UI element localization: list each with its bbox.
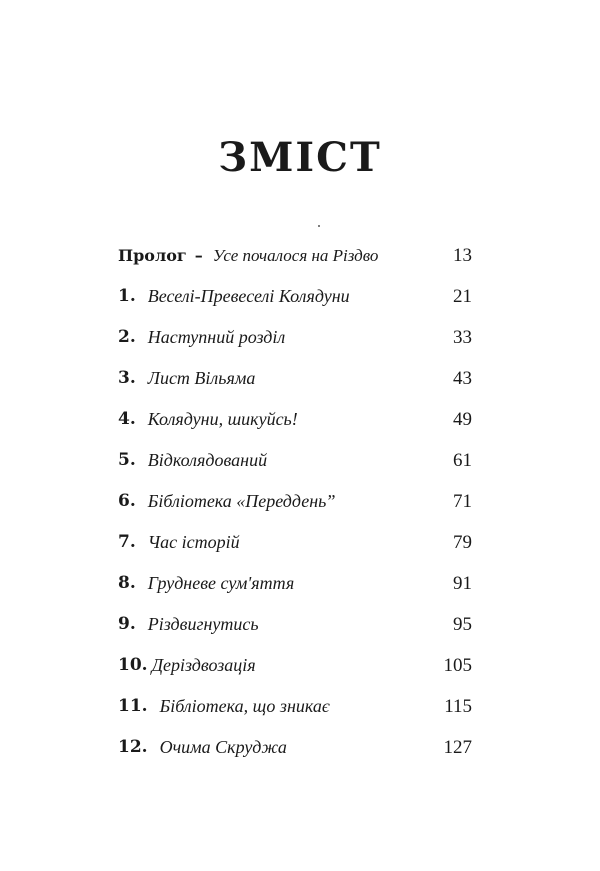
- chapter-number: 6.: [118, 491, 136, 511]
- chapter-title: Веселі-Превеселі Колядуни: [147, 286, 350, 306]
- chapter-title: Час історій: [147, 532, 240, 552]
- toc-row[interactable]: [118, 358, 472, 399]
- chapter-page-number: 95: [453, 614, 472, 635]
- chapter-title: Лист Вільяма: [147, 368, 256, 388]
- chapter-title: Різдвигнутись: [147, 614, 259, 634]
- chapter-page-number: 79: [453, 532, 472, 553]
- prologue-page-number: 13: [453, 245, 472, 266]
- chapter-title: Відколядований: [147, 450, 268, 470]
- chapter-number: 2.: [118, 327, 136, 347]
- toc-row[interactable]: [118, 686, 472, 727]
- chapter-page-number: 127: [443, 737, 472, 758]
- chapter-title: Очима Скруджа: [159, 737, 287, 757]
- chapter-title: Бібліотека «Передденьˮ: [147, 491, 337, 511]
- chapter-title: Наступний розділ: [147, 327, 286, 347]
- chapter-number: 9.: [118, 614, 136, 634]
- ink-speck: [318, 225, 320, 227]
- chapter-number: 7.: [118, 532, 136, 552]
- toc-row[interactable]: [118, 317, 472, 358]
- chapter-page-number: 43: [453, 368, 472, 389]
- toc-row[interactable]: [118, 604, 472, 645]
- toc-row[interactable]: [118, 276, 472, 317]
- table-of-contents: [118, 235, 472, 768]
- chapter-title: Деріздвозація: [151, 655, 256, 675]
- chapter-number: 10.: [118, 655, 148, 675]
- chapter-number: 11.: [118, 696, 148, 716]
- chapter-title: Колядуни, шикуйсь!: [147, 409, 298, 429]
- chapter-number: 1.: [118, 286, 136, 306]
- chapter-page-number: 71: [453, 491, 472, 512]
- chapter-page-number: 21: [453, 286, 472, 307]
- prologue-dash: –: [194, 246, 203, 265]
- chapter-page-number: 49: [453, 409, 472, 430]
- toc-row-prologue[interactable]: [118, 235, 472, 276]
- chapter-title: Бібліотека, що зникає: [159, 696, 330, 716]
- prologue-title: Усе почалося на Різдво: [212, 246, 379, 265]
- toc-row[interactable]: [118, 563, 472, 604]
- toc-row[interactable]: [118, 645, 472, 686]
- chapter-number: 12.: [118, 737, 148, 757]
- page-title: ЗМІСТ: [218, 134, 382, 181]
- toc-row[interactable]: [118, 440, 472, 481]
- chapter-page-number: 115: [444, 696, 472, 717]
- chapter-page-number: 61: [453, 450, 472, 471]
- chapter-title: Грудневе сум'яття: [147, 573, 295, 593]
- toc-row[interactable]: [118, 399, 472, 440]
- chapter-page-number: 105: [443, 655, 472, 676]
- toc-row[interactable]: [118, 481, 472, 522]
- chapter-number: 4.: [118, 409, 136, 429]
- toc-row[interactable]: [118, 727, 472, 768]
- chapter-page-number: 91: [453, 573, 472, 594]
- chapter-number: 3.: [118, 368, 136, 388]
- toc-row[interactable]: [118, 522, 472, 563]
- chapter-page-number: 33: [453, 327, 472, 348]
- prologue-label: Пролог: [118, 246, 187, 265]
- chapter-number: 8.: [118, 573, 136, 593]
- chapter-number: 5.: [118, 450, 136, 470]
